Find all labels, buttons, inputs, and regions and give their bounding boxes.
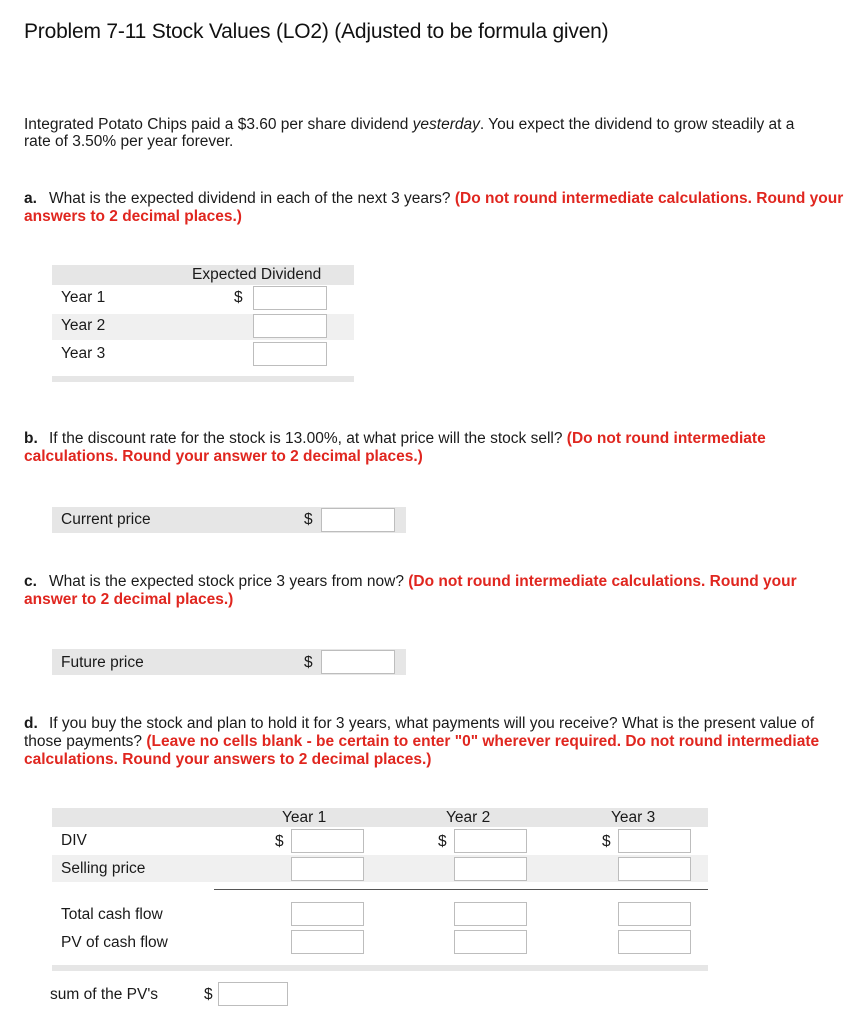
sum-separator-line [214, 889, 708, 890]
table-a-row-label-1: Year 1 [61, 289, 106, 306]
total-cash-flow-year2-input[interactable] [454, 902, 527, 926]
table-a-row-label-3: Year 3 [61, 345, 106, 362]
div-year1-input[interactable] [291, 829, 364, 853]
sum-pv-label: sum of the PV's [50, 986, 159, 1003]
div-year2-dollar: $ [438, 833, 447, 850]
pv-cash-flow-year2-input[interactable] [454, 930, 527, 954]
page-title: Problem 7-11 Stock Values (LO2) (Adjusted to be formula given) [24, 20, 609, 43]
question-d-letter: d. [24, 715, 38, 732]
question-d [24, 715, 844, 769]
column-year3: Year 3 [611, 809, 656, 826]
question-c-text: What is the expected stock price 3 years from now? [49, 573, 409, 590]
future-price-label: Future price [61, 654, 144, 671]
pv-cash-flow-year3-input[interactable] [618, 930, 691, 954]
sum-pv-input[interactable] [218, 982, 288, 1006]
row-label-total-cash-flow: Total cash flow [61, 906, 163, 923]
div-year2-input[interactable] [454, 829, 527, 853]
question-d-text: If you buy the stock and plan to hold it for 3 years, what payments will you receive? What is the present value of those payments? [24, 715, 815, 750]
div-year1-dollar: $ [275, 833, 284, 850]
table-d-footer-band [52, 965, 708, 971]
question-b [24, 430, 844, 466]
total-cash-flow-year1-input[interactable] [291, 902, 364, 926]
question-b-hint: (Do not round intermediate calculations. Round your answer to 2 decimal places.) [24, 430, 766, 465]
question-b-letter: b. [24, 430, 38, 447]
selling-price-year3-input[interactable] [618, 857, 691, 881]
question-d-hint: (Leave no cells blank - be certain to enter "0" wherever required. Do not round intermediate calculations. Round your answers to 2 decimal places.) [24, 733, 820, 768]
table-a-footer-band [52, 376, 354, 382]
question-c-hint: (Do not round intermediate calculations. Round your answer to 2 decimal places.) [24, 573, 797, 608]
sum-pv-dollar: $ [204, 986, 213, 1003]
current-price-dollar: $ [304, 511, 313, 528]
question-a [24, 190, 844, 226]
row-label-div: DIV [61, 832, 87, 849]
row-label-pv-cash-flow: PV of cash flow [61, 934, 168, 951]
column-year1: Year 1 [282, 809, 327, 826]
div-year3-input[interactable] [618, 829, 691, 853]
current-price-label: Current price [61, 511, 151, 528]
selling-price-year1-input[interactable] [291, 857, 364, 881]
row-label-selling-price: Selling price [61, 860, 146, 877]
current-price-input[interactable] [321, 508, 395, 532]
future-price-input[interactable] [321, 650, 395, 674]
question-b-text: If the discount rate for the stock is 13.00%, at what price will the stock sell? [49, 430, 567, 447]
intro-text-1: Integrated Potato Chips paid a $3.60 per share dividend [24, 116, 413, 133]
intro-emphasis: yesterday [412, 116, 480, 133]
selling-price-year2-input[interactable] [454, 857, 527, 881]
problem-intro [24, 116, 824, 150]
question-a-hint: (Do not round intermediate calculations. Round your answers to 2 decimal places.) [24, 190, 844, 225]
question-c [24, 573, 844, 609]
expected-dividend-year1-input[interactable] [253, 286, 327, 310]
expected-dividend-year3-input[interactable] [253, 342, 327, 366]
column-year2: Year 2 [446, 809, 491, 826]
table-d-header-band [52, 808, 708, 827]
total-cash-flow-year3-input[interactable] [618, 902, 691, 926]
future-price-dollar: $ [304, 654, 313, 671]
question-c-letter: c. [24, 573, 37, 590]
table-d-row-stripe [52, 855, 708, 882]
expected-dividend-year2-input[interactable] [253, 314, 327, 338]
div-year3-dollar: $ [602, 833, 611, 850]
intro-text-2: . You expect the dividend to grow steadily at a rate of 3.50% per year forever. [24, 116, 795, 150]
question-a-letter: a. [24, 190, 37, 207]
pv-cash-flow-year1-input[interactable] [291, 930, 364, 954]
question-a-text: What is the expected dividend in each of the next 3 years? [49, 190, 455, 207]
table-a-dollar-1: $ [234, 289, 243, 306]
table-a-header: Expected Dividend [192, 266, 322, 283]
table-a-row-label-2: Year 2 [61, 317, 106, 334]
